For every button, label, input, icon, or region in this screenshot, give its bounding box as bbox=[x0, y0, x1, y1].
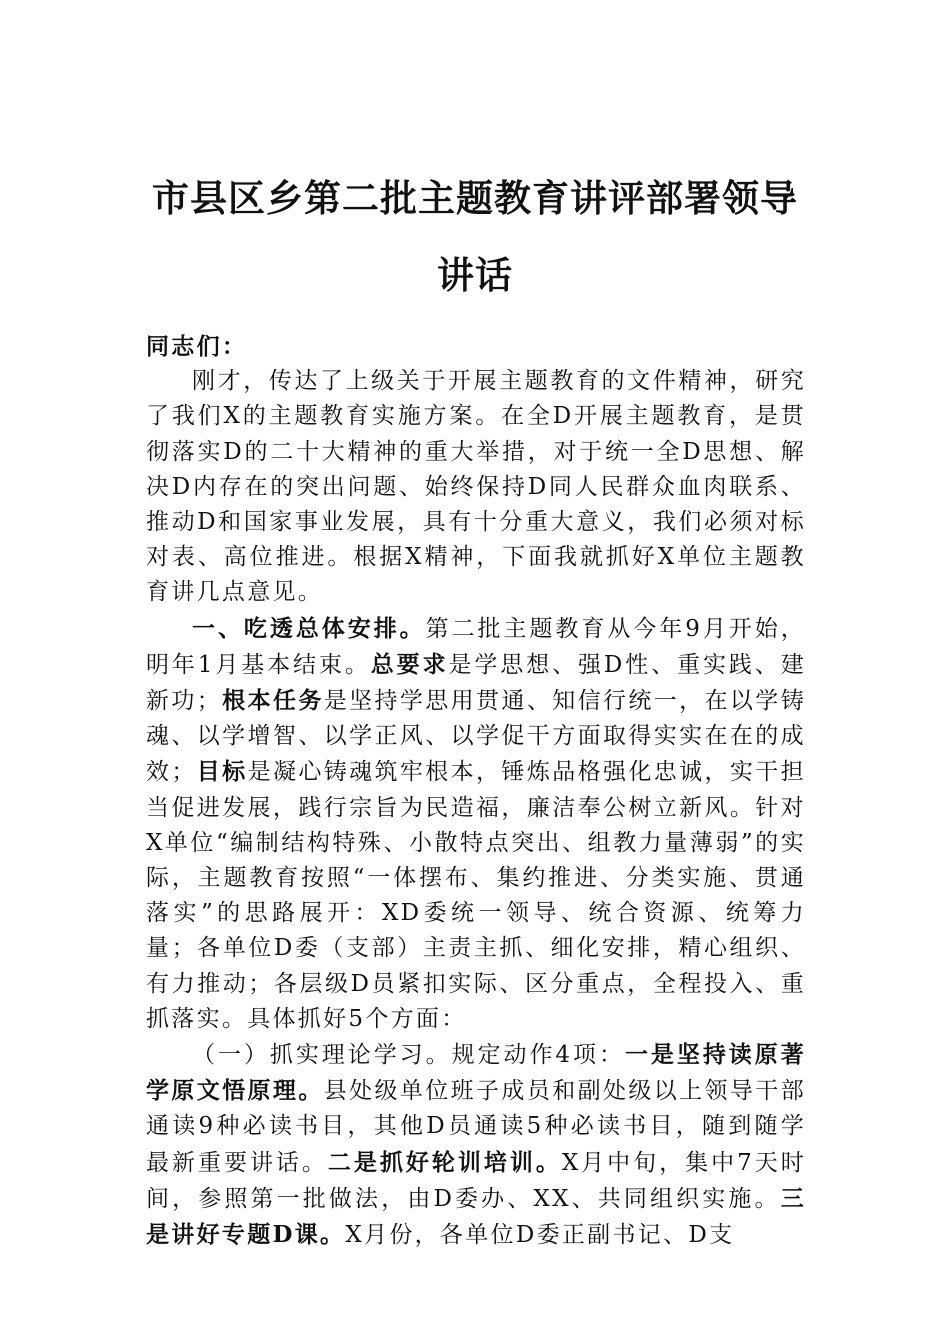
paragraph-text: 是学思想、强D性、重实践、建新功； bbox=[146, 651, 806, 715]
keyword-fundamental-task: 根本任务 bbox=[222, 687, 324, 715]
keyword-item-three: 三是讲好专题D课。 bbox=[146, 1184, 806, 1249]
paragraph-text: X月中旬，集中7天时间，参照第一批做法，由D委办、XX、共同组织实施。 bbox=[146, 1149, 807, 1212]
paragraph-text: 是坚持学思用贯通、知信行统一，在以学铸魂、以学增智、以学正风、以学促干方面取得实实在在的成效； bbox=[146, 688, 806, 786]
paragraph-intro: 刚才，传达了上级关于开展主题教育的文件精神，研究了我们X的主题教育实施方案。在全D开展主题教育，是贯彻落实D的二十大精神的重大举措，对于统一全D思想、解决D内存在的突出问题、始终保持D同人民群众血肉联系、推动D和国家事业发展，具有十分重大意义，我们必须对标对表、高位推进。根据X精神，下面我就抓好X单位主题教育讲几点意见。 bbox=[146, 368, 806, 606]
keyword-item-two: 二是抓好轮训培训。 bbox=[327, 1148, 562, 1176]
paragraph-text: 县处级单位班子成员和副处级以上领导干部通读9种必读书目，其他D员通读5种必读书目，随到随学最新重要讲话。 bbox=[146, 1078, 806, 1176]
keyword-general-requirement: 总要求 bbox=[370, 650, 449, 678]
document-body bbox=[146, 329, 806, 1253]
paragraph-theory-study bbox=[146, 1037, 806, 1253]
paragraph-text: 是凝心铸魂筑牢根本，锤炼品格强化忠诚，实干担当促进发展，践行宗旨为民造福，廉洁奉公树立新风。针对X单位“编制结构特殊、小散特点突出、组教力量薄弱”的实际，主题教育按照“一体摆布、集约推进、分类实施、贯通落实”的思路展开：XD委统一领导、统合资源、统筹力量；各单位D委（支部）主责主抓、细化安排，精心组织、有力推动；各层级D员紧扣实际、区分重点，全程投入、重抓落实。具体抓好5个方面： bbox=[146, 759, 806, 1032]
greeting: 同志们： bbox=[146, 333, 248, 360]
paragraph-overall-arrangement bbox=[146, 611, 806, 1037]
document-title: 市县区乡第二批主题教育讲评部署领导讲话 bbox=[152, 176, 798, 297]
section-heading: 一、吃透总体安排。 bbox=[192, 614, 426, 642]
paragraph-text: X月份，各单位D委正副书记、D支 bbox=[345, 1222, 735, 1249]
keyword-goal: 目标 bbox=[196, 758, 248, 786]
subsection-heading: （一）抓实理论学习。规定动作4项： bbox=[192, 1042, 625, 1069]
paragraph-text: 第二批主题教育从今年9月开始，明年1月基本结束。 bbox=[146, 615, 806, 678]
keyword-item-one: 一是坚持读原著学原文悟原理。 bbox=[146, 1041, 806, 1105]
